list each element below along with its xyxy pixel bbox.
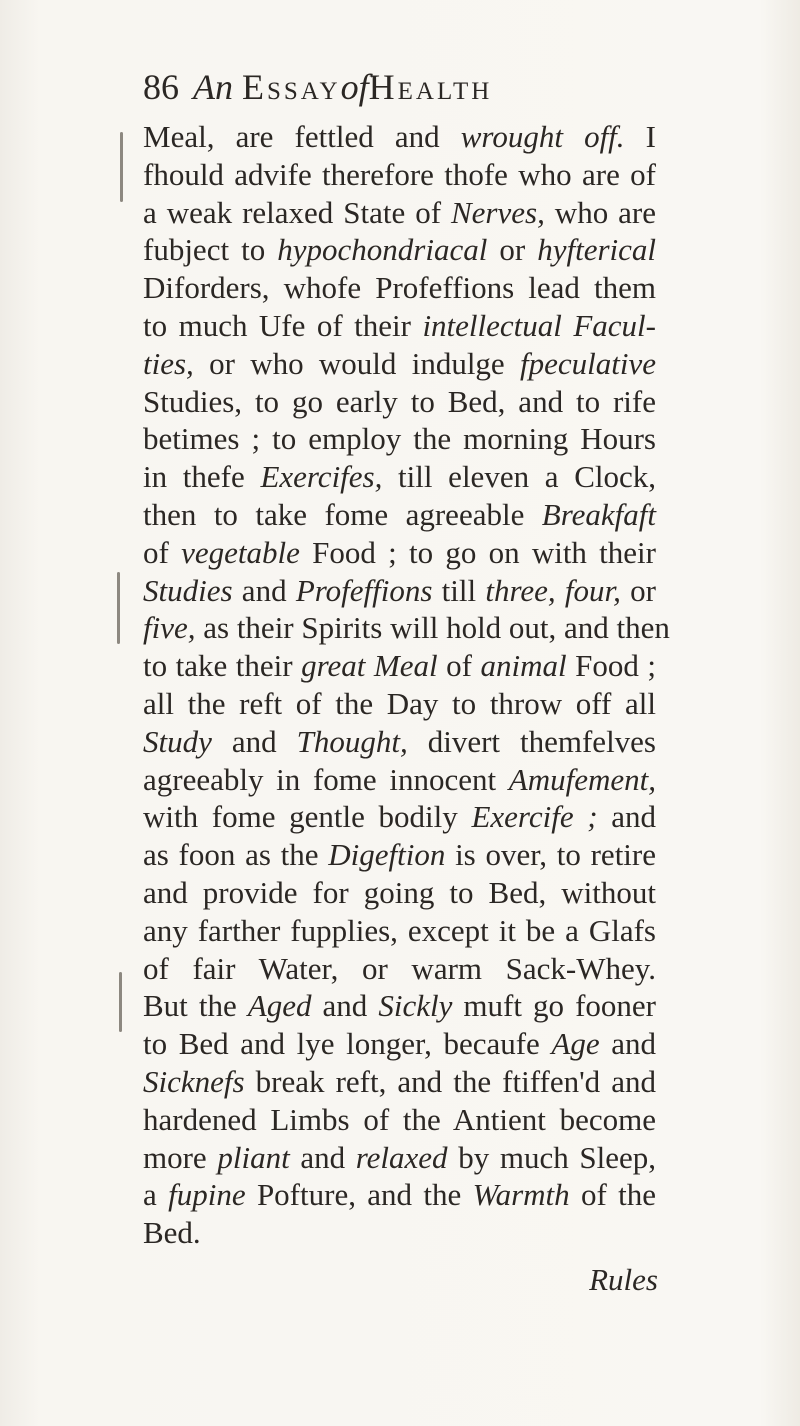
roman-text: of the — [569, 1177, 657, 1213]
text-line — [143, 231, 656, 269]
roman-text: as foon as the — [143, 837, 329, 873]
italic-text: wrought off. — [460, 119, 625, 154]
roman-text: and provide for going to Bed, without — [143, 874, 656, 910]
header-title-essay: Essay — [242, 67, 341, 107]
roman-text: Meal, are fettled and — [143, 119, 461, 154]
roman-text: of fair Water, or warm Sack-Whey. — [143, 950, 656, 986]
roman-text: to much Ufe of their — [143, 307, 423, 343]
text-line — [143, 156, 656, 194]
italic-text: Breakfaft — [541, 496, 656, 532]
italic-text: Aged — [247, 988, 312, 1024]
text-line — [143, 420, 656, 458]
italic-text: Exercifes, — [260, 459, 383, 495]
italic-text: Profeffions — [295, 572, 433, 608]
italic-text: ties, — [143, 345, 194, 381]
italic-text: vegetable — [181, 534, 300, 570]
roman-text: and — [289, 1139, 356, 1175]
text-line — [143, 534, 656, 572]
roman-text: and — [232, 572, 296, 608]
roman-text: or — [487, 232, 538, 268]
text-line — [143, 1063, 656, 1101]
roman-text: by much Sleep, — [447, 1139, 656, 1175]
italic-text: intellectual Facul- — [422, 307, 656, 343]
roman-text: fubject to — [143, 232, 278, 268]
text-line — [143, 798, 656, 836]
margin-mark — [117, 572, 120, 644]
roman-text: Diforders, whofe Profeffions lead them — [143, 270, 656, 306]
italic-text: Sicknefs — [143, 1063, 245, 1099]
header-title-health: Health — [368, 67, 493, 107]
italic-text: three, four, — [485, 572, 621, 608]
text-line — [143, 950, 656, 988]
roman-text: all the reft of the Day to throw off all — [143, 685, 656, 721]
roman-text: Food ; — [566, 648, 656, 684]
roman-text: till — [432, 572, 486, 608]
roman-text: as their Spirits will hold out, and then — [195, 610, 670, 646]
margin-mark — [120, 132, 123, 202]
text-line — [143, 647, 656, 685]
italic-text: hyfterical — [537, 232, 657, 268]
italic-text: hypochondriacal — [277, 232, 488, 268]
roman-text: I — [624, 119, 656, 154]
italic-text: Sickly — [378, 988, 453, 1024]
italic-text: Nerves, — [451, 194, 545, 230]
italic-text: Thought, — [296, 723, 408, 759]
roman-text: But the — [143, 988, 248, 1024]
text-line — [143, 118, 656, 156]
roman-text: betimes ; to employ the morning Hours — [143, 421, 656, 457]
roman-text: till eleven a Clock, — [382, 459, 656, 495]
text-line — [143, 609, 670, 647]
italic-text: Studies — [143, 572, 233, 608]
italic-text: fupine — [168, 1177, 246, 1213]
roman-text: Food ; to go on with their — [299, 534, 656, 570]
text-line — [143, 1101, 656, 1139]
text-line — [143, 912, 656, 950]
text-line — [143, 572, 656, 610]
text-line — [143, 723, 656, 761]
roman-text: Studies, to go early to Bed, and to rife — [143, 383, 656, 419]
roman-text: fhould advife therefore thofe who are of — [143, 156, 656, 192]
roman-text: any farther fupplies, except it be a Glafs — [143, 912, 656, 948]
roman-text: or — [620, 572, 656, 608]
italic-text: Amufement, — [508, 761, 656, 797]
italic-text: Age — [551, 1026, 600, 1062]
text-line — [143, 1176, 656, 1214]
roman-text: agreeably in fome innocent — [143, 761, 509, 797]
roman-text: to Bed and lye longer, becaufe — [143, 1026, 552, 1062]
roman-text: muft go fooner — [452, 988, 656, 1024]
italic-text: animal — [480, 648, 567, 684]
italic-text: Exercife ; — [471, 799, 598, 835]
roman-text: or who would indulge — [193, 345, 520, 381]
margin-mark — [119, 972, 122, 1032]
text-line — [143, 307, 656, 345]
italic-text: fpeculative — [520, 345, 656, 381]
roman-text: break reft, and the ftiffen'd and — [244, 1063, 656, 1099]
roman-text: and — [211, 723, 297, 759]
roman-text: more — [143, 1139, 218, 1175]
roman-text: then to take fome agreeable — [143, 496, 542, 532]
roman-text: a — [143, 1177, 169, 1213]
italic-text: relaxed — [355, 1139, 448, 1175]
text-line — [143, 685, 656, 723]
roman-text: is over, to retire — [445, 837, 656, 873]
roman-text: a weak relaxed State of — [143, 194, 451, 230]
text-line — [143, 836, 656, 874]
roman-text: in thefe — [143, 459, 261, 495]
text-line — [143, 1025, 656, 1063]
header-title-article: An — [193, 67, 233, 107]
italic-text: great Meal — [301, 648, 438, 684]
roman-text: divert themfelves — [407, 723, 656, 759]
running-header — [143, 62, 663, 112]
roman-text: of — [437, 648, 481, 684]
text-line — [143, 761, 656, 799]
roman-text: with fome gentle bodily — [143, 799, 472, 835]
roman-text: and — [597, 799, 657, 835]
roman-text: to take their — [143, 648, 302, 684]
roman-text: and — [311, 988, 379, 1024]
header-title-of: of — [340, 67, 369, 107]
text-line — [143, 269, 656, 307]
page-number: 86 — [143, 67, 179, 107]
text-line — [143, 874, 656, 912]
text-line — [143, 194, 656, 232]
text-line — [143, 345, 656, 383]
text-line — [143, 458, 656, 496]
text-line — [143, 1139, 656, 1177]
text-line — [143, 987, 656, 1025]
body-text — [143, 118, 670, 1252]
italic-text: Warmth — [472, 1177, 570, 1213]
roman-text: and — [599, 1026, 656, 1062]
roman-text: Bed. — [143, 1215, 201, 1251]
roman-text: hardened Limbs of the Antient become — [143, 1101, 656, 1137]
italic-text: Digeftion — [328, 837, 446, 873]
text-line — [143, 496, 656, 534]
text-line — [143, 383, 656, 421]
roman-text: Pofture, and the — [245, 1177, 473, 1213]
catchword: Rules — [589, 1262, 658, 1297]
roman-text: of — [143, 534, 182, 570]
italic-text: Study — [143, 723, 212, 759]
roman-text: who are — [544, 194, 656, 230]
italic-text: five, — [143, 610, 196, 646]
text-line — [143, 1214, 656, 1252]
italic-text: pliant — [217, 1139, 290, 1175]
